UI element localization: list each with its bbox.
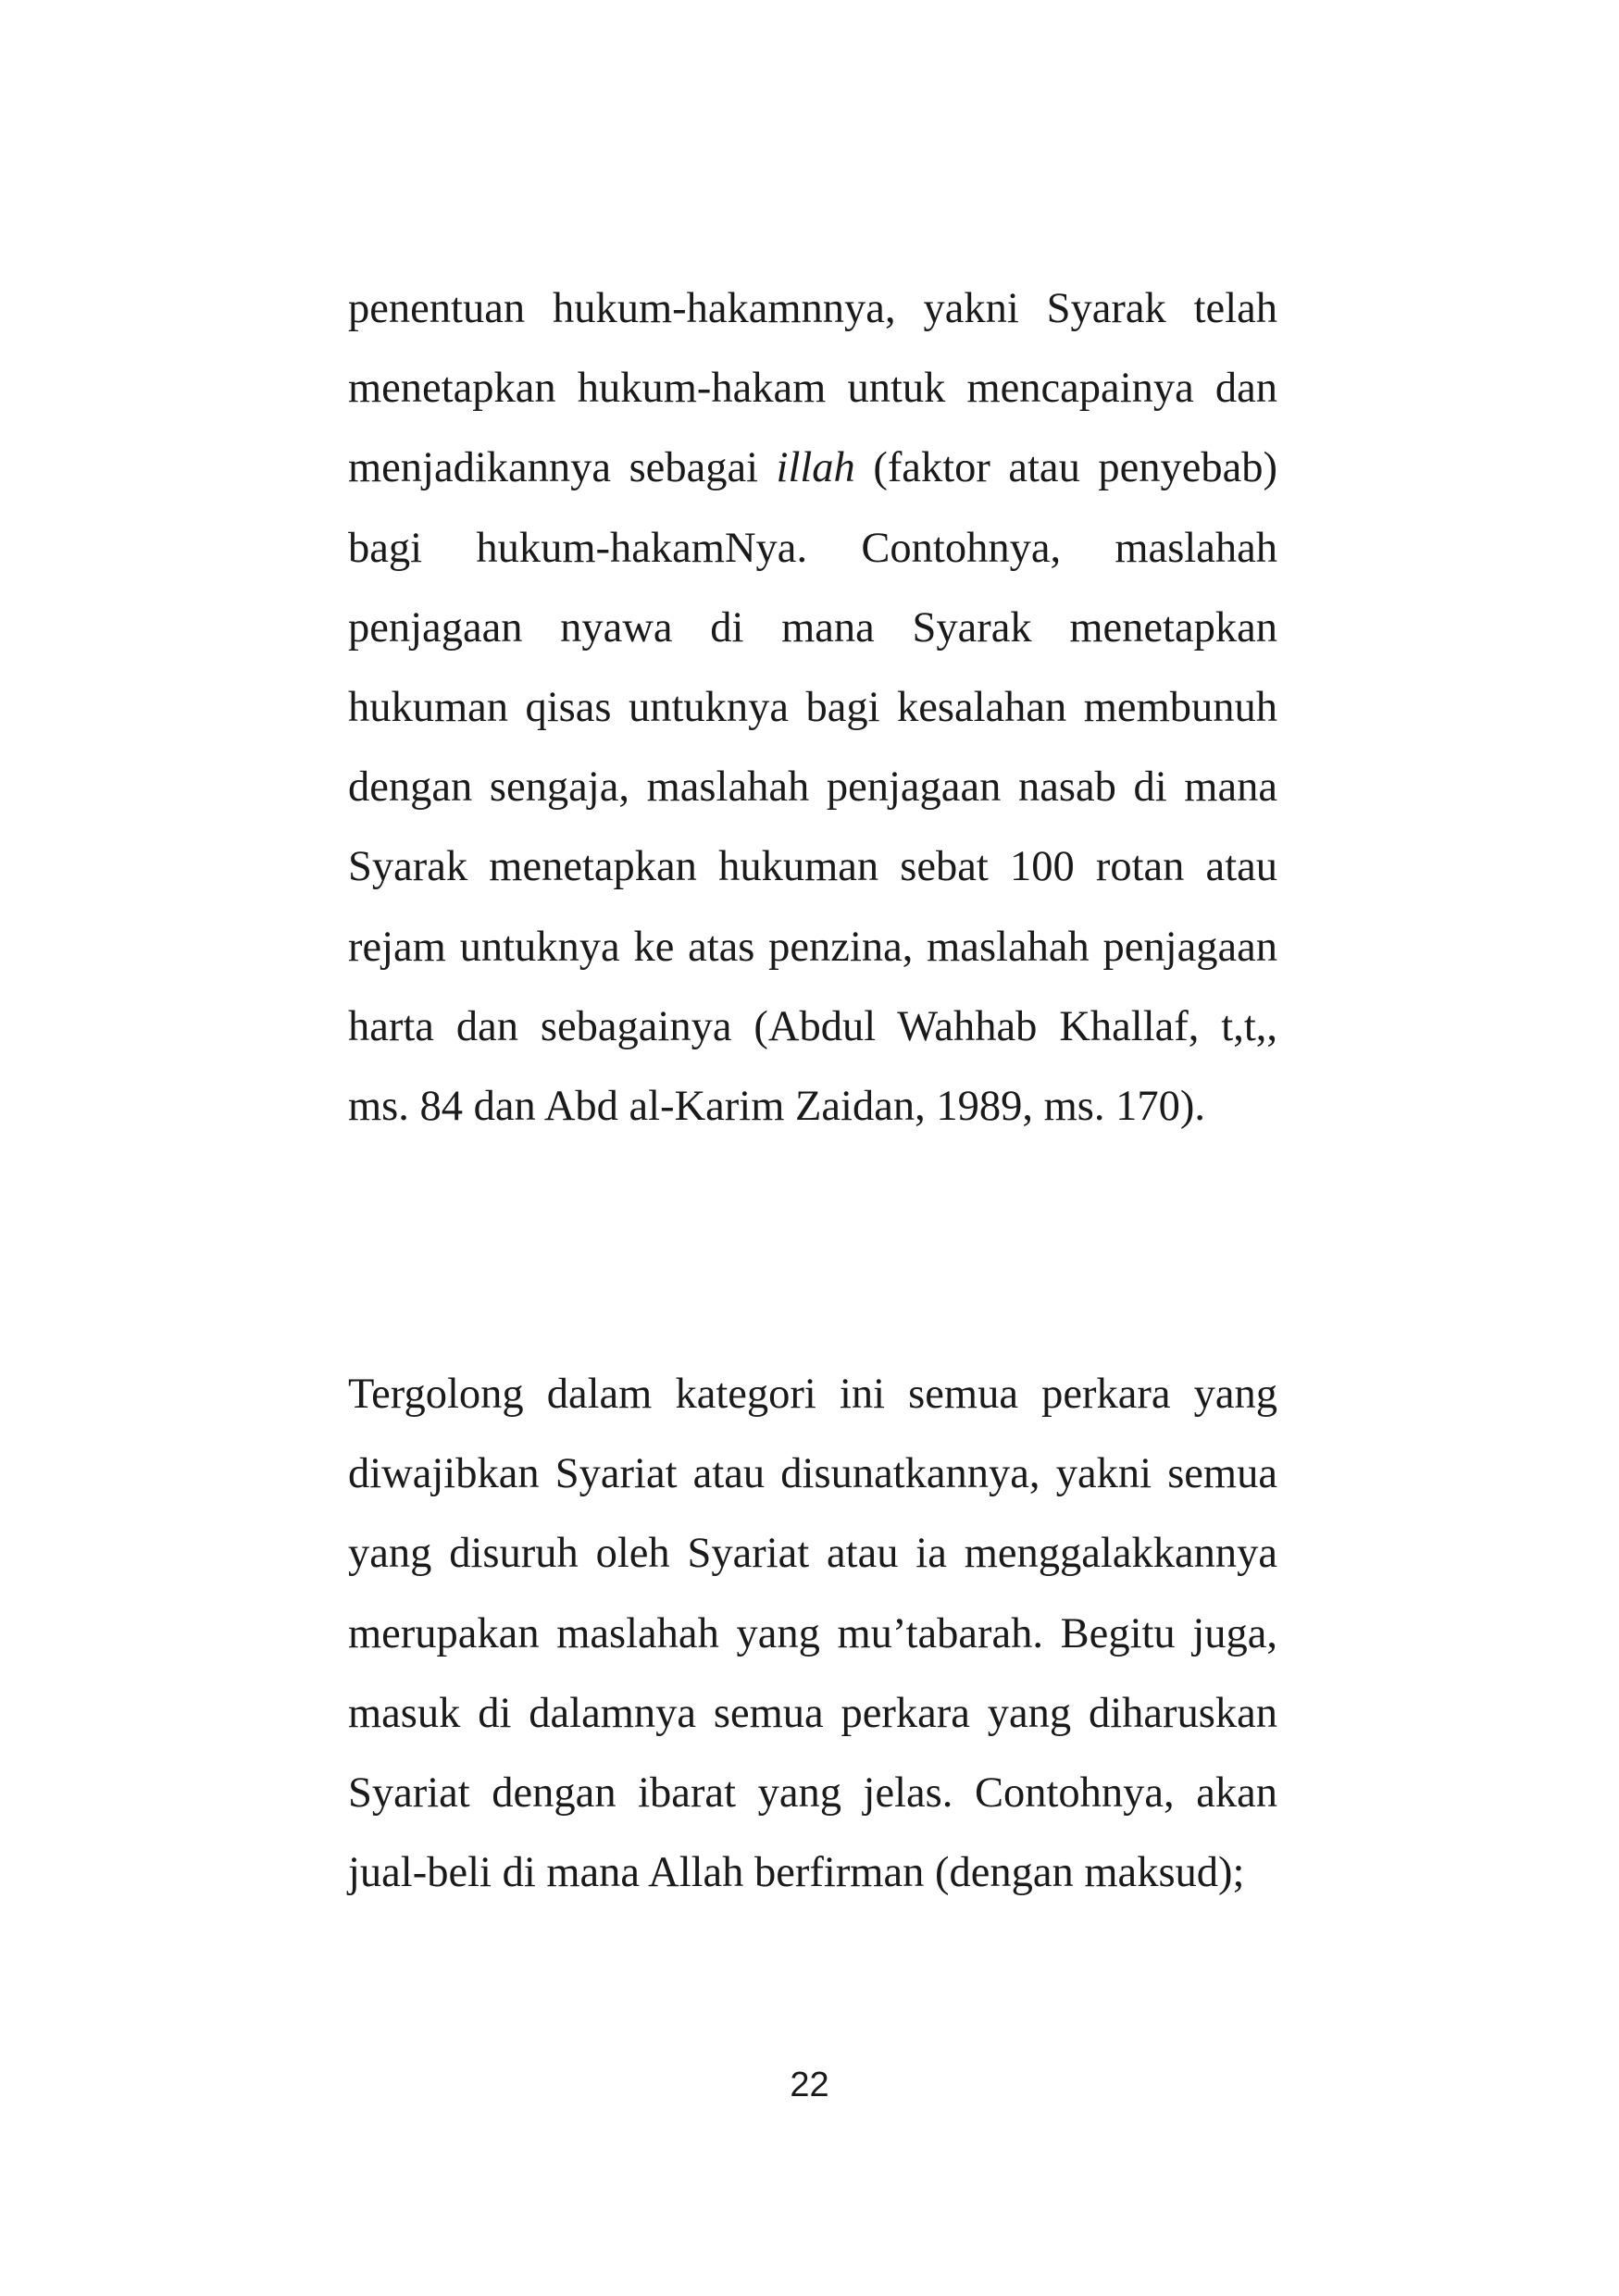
body-paragraph-1 — [348, 269, 1277, 1147]
paragraph-1-text-before-italic: penentuan hukum-hakamnnya, yakni Syarak telah menetapkan hukum-hakam untuk mencapainya dan menjadikannya sebagai — [348, 285, 1277, 492]
italic-term-illah: illah — [776, 444, 855, 492]
page-number: 22 — [790, 2066, 829, 2104]
paragraph-text — [348, 269, 1277, 1147]
paragraph-2-text: Tergolong dalam kategori ini semua perkara yang diwajibkan Syariat atau disunatkannya, yakni semua yang disuruh oleh Syariat atau ia menggalakkannya merupakan maslahah yang mu’tabarah. Begitu juga, masuk di dalamnya semua perkara yang diharuskan Syariat dengan ibarat yang jelas. Contohnya, akan jual-beli di mana Allah berfirman (dengan maksud); — [348, 1371, 1277, 1897]
body-paragraph-2 — [348, 1355, 1277, 1913]
paragraph-1-text-after-italic: (faktor atau penyebab) bagi hukum-hakamNya. Contohnya, maslahah penjagaan nyawa di mana Syarak menetapkan hukuman qisas untuknya bagi kesalahan membunuh dengan sengaja, maslahah penjagaan nasab di mana Syarak menetapkan hukuman sebat 100 rotan atau rejam untuknya ke atas penzina, maslahah penjagaan harta dan sebagainya (Abdul Wahhab Khallaf, t,t,, ms. 84 dan Abd al-Karim Zaidan, 1989, ms. 170). — [348, 444, 1277, 1131]
